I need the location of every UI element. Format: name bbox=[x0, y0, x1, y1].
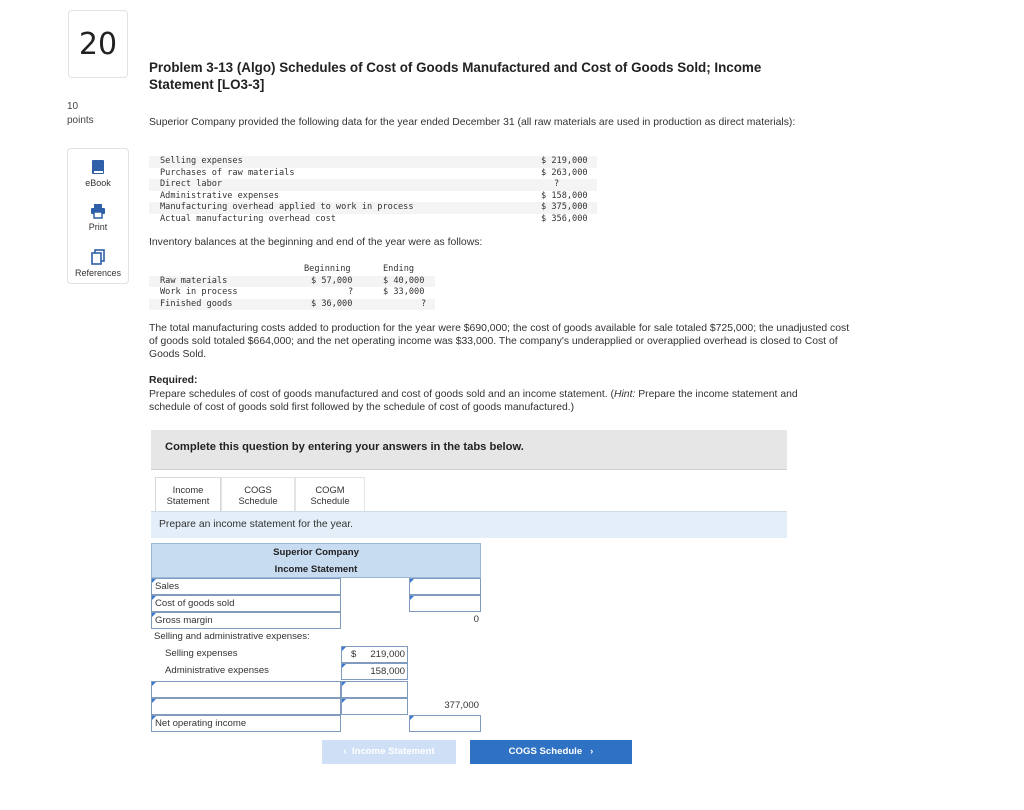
net-income-label-input[interactable]: Net operating income bbox=[151, 715, 341, 732]
statement-name: Income Statement bbox=[274, 564, 358, 575]
data-row bbox=[149, 191, 597, 203]
sga-label: Selling and administrative expenses: bbox=[154, 631, 310, 642]
data-row bbox=[149, 202, 597, 214]
tab-label-line2: Statement bbox=[166, 495, 210, 506]
points-label: points bbox=[67, 115, 94, 126]
references-label: References bbox=[74, 268, 122, 278]
hint-label: Hint: bbox=[613, 389, 636, 400]
inventory-beginning: ? bbox=[348, 287, 354, 297]
dropdown-marker-icon bbox=[152, 699, 156, 703]
data-value: $ 375,000 bbox=[541, 202, 588, 212]
data-row bbox=[149, 214, 597, 226]
inventory-row bbox=[149, 287, 435, 299]
chevron-left-icon: ‹ bbox=[343, 746, 352, 757]
blank-label-input[interactable] bbox=[151, 698, 341, 715]
gross-margin-value: 0 bbox=[473, 614, 479, 625]
sales-col1 bbox=[341, 578, 408, 595]
inventory-ending: ? bbox=[421, 298, 427, 309]
problem-paragraph: The total manufacturing costs added to production for the year were $690,000; the cost of goods available for sale totaled $725,000; the unadjusted cost of goods sold totaled $664,000; and the net operating income was $33,000. The company's underapplied or overapplied overhead is closed to Cost of Goods Sold. bbox=[149, 323, 850, 360]
points-value: 10 bbox=[67, 101, 79, 112]
chevron-right-icon: › bbox=[582, 746, 594, 757]
blank-amount-input[interactable] bbox=[341, 681, 408, 698]
problem-title: Problem 3-13 (Algo) Schedules of Cost of Goods Manufactured and Cost of Goods Sold; Income Statement [LO3-3] bbox=[149, 60, 762, 92]
data-value: $ 219,000 bbox=[541, 156, 588, 166]
inventory-row bbox=[149, 276, 435, 288]
references-button[interactable] bbox=[68, 249, 128, 278]
table-row bbox=[151, 698, 481, 715]
tools-panel bbox=[67, 148, 129, 284]
table-row bbox=[151, 612, 481, 629]
data-row bbox=[149, 179, 597, 191]
net-income-amount-input[interactable] bbox=[409, 715, 481, 732]
cogs-amount-input[interactable] bbox=[409, 595, 481, 612]
question-number: 20 bbox=[78, 26, 118, 62]
book-icon bbox=[90, 159, 106, 175]
tab-label-line1: COGM bbox=[315, 484, 345, 495]
sales-amount-input[interactable] bbox=[409, 578, 481, 595]
data-label: Purchases of raw materials bbox=[160, 167, 295, 178]
tab-instruction: Prepare an income statement for the year. bbox=[159, 519, 354, 530]
tab-label-line1: Income bbox=[172, 484, 204, 495]
tab-label-line2: Schedule bbox=[238, 495, 278, 506]
selling-expenses-label: Selling expenses bbox=[165, 648, 238, 659]
copy-icon bbox=[90, 249, 106, 265]
company-name: Superior Company bbox=[273, 547, 359, 558]
selling-expenses-input[interactable]: $ 219,000 bbox=[341, 646, 408, 663]
tab-cogs-schedule[interactable] bbox=[221, 477, 295, 511]
dropdown-marker-icon bbox=[410, 596, 414, 600]
inventory-ending: $ 33,000 bbox=[383, 287, 425, 297]
table-row bbox=[151, 681, 481, 698]
points-indicator bbox=[67, 100, 94, 128]
table-row bbox=[151, 663, 481, 680]
data-value: $ 263,000 bbox=[541, 167, 588, 178]
dropdown-marker-icon bbox=[342, 699, 346, 703]
dropdown-marker-icon bbox=[410, 579, 414, 583]
instruction-banner-text: Complete this question by entering your answers in the tabs below. bbox=[165, 441, 524, 453]
instruction-banner bbox=[151, 430, 787, 470]
data-value: $ 158,000 bbox=[541, 190, 588, 201]
tab-income-statement[interactable] bbox=[155, 477, 221, 511]
inventory-label: Finished goods bbox=[160, 298, 233, 309]
data-label: Administrative expenses bbox=[160, 190, 279, 201]
problem-intro: Superior Company provided the following data for the year ended December 31 (all raw materials are used in production as direct materials): bbox=[149, 117, 796, 128]
data-label: Selling expenses bbox=[160, 156, 243, 166]
dropdown-marker-icon bbox=[152, 682, 156, 686]
print-label: Print bbox=[88, 222, 108, 232]
prev-tab-button[interactable] bbox=[322, 740, 456, 764]
inventory-label: Work in process bbox=[160, 287, 238, 297]
admin-col2 bbox=[409, 663, 481, 680]
table-row bbox=[151, 578, 481, 595]
data-value: $ 356,000 bbox=[541, 213, 588, 224]
inventory-intro: Inventory balances at the beginning and end of the year were as follows: bbox=[149, 237, 483, 248]
tab-label-line2: Schedule bbox=[310, 495, 350, 506]
data-row bbox=[149, 168, 597, 180]
data-label: Direct labor bbox=[160, 179, 223, 189]
data-label: Manufacturing overhead applied to work in process bbox=[160, 202, 414, 212]
next-tab-label: COGS Schedule bbox=[508, 746, 583, 757]
data-label: Actual manufacturing overhead cost bbox=[160, 213, 336, 224]
net-income-col1 bbox=[341, 715, 408, 732]
required-text-b: Prepare the income statement and schedule of cost of goods sold first followed by the schedule of cost of goods manufactured.) bbox=[149, 389, 798, 413]
print-button[interactable] bbox=[68, 203, 128, 232]
inventory-ending: $ 40,000 bbox=[383, 275, 425, 286]
next-tab-button[interactable] bbox=[470, 740, 632, 764]
total-sga-value: 377,000 bbox=[444, 700, 479, 711]
ebook-button[interactable] bbox=[68, 159, 128, 188]
gross-margin-col1 bbox=[341, 612, 408, 629]
cogs-col1 bbox=[341, 595, 408, 612]
dropdown-marker-icon bbox=[152, 716, 156, 720]
dropdown-marker-icon bbox=[152, 613, 156, 617]
tab-instruction-bar bbox=[151, 511, 787, 538]
inventory-beginning: $ 57,000 bbox=[311, 275, 353, 286]
administrative-expenses-input[interactable]: 158,000 bbox=[341, 663, 408, 680]
table-row bbox=[151, 595, 481, 612]
dropdown-marker-icon bbox=[410, 716, 414, 720]
table-row bbox=[151, 629, 481, 646]
dropdown-marker-icon bbox=[342, 682, 346, 686]
inventory-label: Raw materials bbox=[160, 275, 228, 286]
blank-label-input[interactable] bbox=[151, 681, 341, 698]
gross-margin-label-input[interactable]: Gross margin bbox=[151, 612, 341, 629]
dropdown-marker-icon bbox=[152, 596, 156, 600]
question-number-box bbox=[68, 10, 128, 78]
required-heading: Required: bbox=[149, 375, 198, 386]
prev-tab-label: Income Statement bbox=[351, 746, 435, 757]
blank-col2 bbox=[409, 681, 481, 698]
required-text bbox=[149, 388, 839, 414]
selling-col2 bbox=[409, 646, 481, 663]
currency-symbol: $ bbox=[351, 649, 357, 660]
dropdown-marker-icon bbox=[152, 579, 156, 583]
inventory-header bbox=[149, 264, 435, 276]
blank-amount-input[interactable] bbox=[341, 698, 408, 715]
col-beginning: Beginning bbox=[304, 264, 351, 274]
data-row bbox=[149, 156, 597, 168]
table-row bbox=[151, 715, 481, 732]
ebook-label: eBook bbox=[85, 178, 111, 188]
tab-cogm-schedule[interactable] bbox=[295, 477, 365, 511]
dropdown-marker-icon bbox=[342, 664, 346, 668]
inventory-beginning: $ 36,000 bbox=[311, 298, 353, 309]
table-row bbox=[151, 646, 481, 663]
statement-header bbox=[151, 543, 481, 578]
administrative-expenses-label: Administrative expenses bbox=[165, 665, 269, 676]
inventory-row bbox=[149, 299, 435, 311]
cogs-label-input[interactable]: Cost of goods sold bbox=[151, 595, 341, 612]
dropdown-marker-icon bbox=[342, 647, 346, 651]
required-text-a: Prepare schedules of cost of goods manufactured and cost of goods sold and an income statement. ( bbox=[149, 389, 614, 400]
data-value: ? bbox=[554, 179, 560, 189]
sales-label-input[interactable]: Sales bbox=[151, 578, 341, 595]
tab-label-line1: COGS bbox=[244, 484, 272, 495]
printer-icon bbox=[90, 203, 106, 219]
col-ending: Ending bbox=[383, 264, 415, 274]
